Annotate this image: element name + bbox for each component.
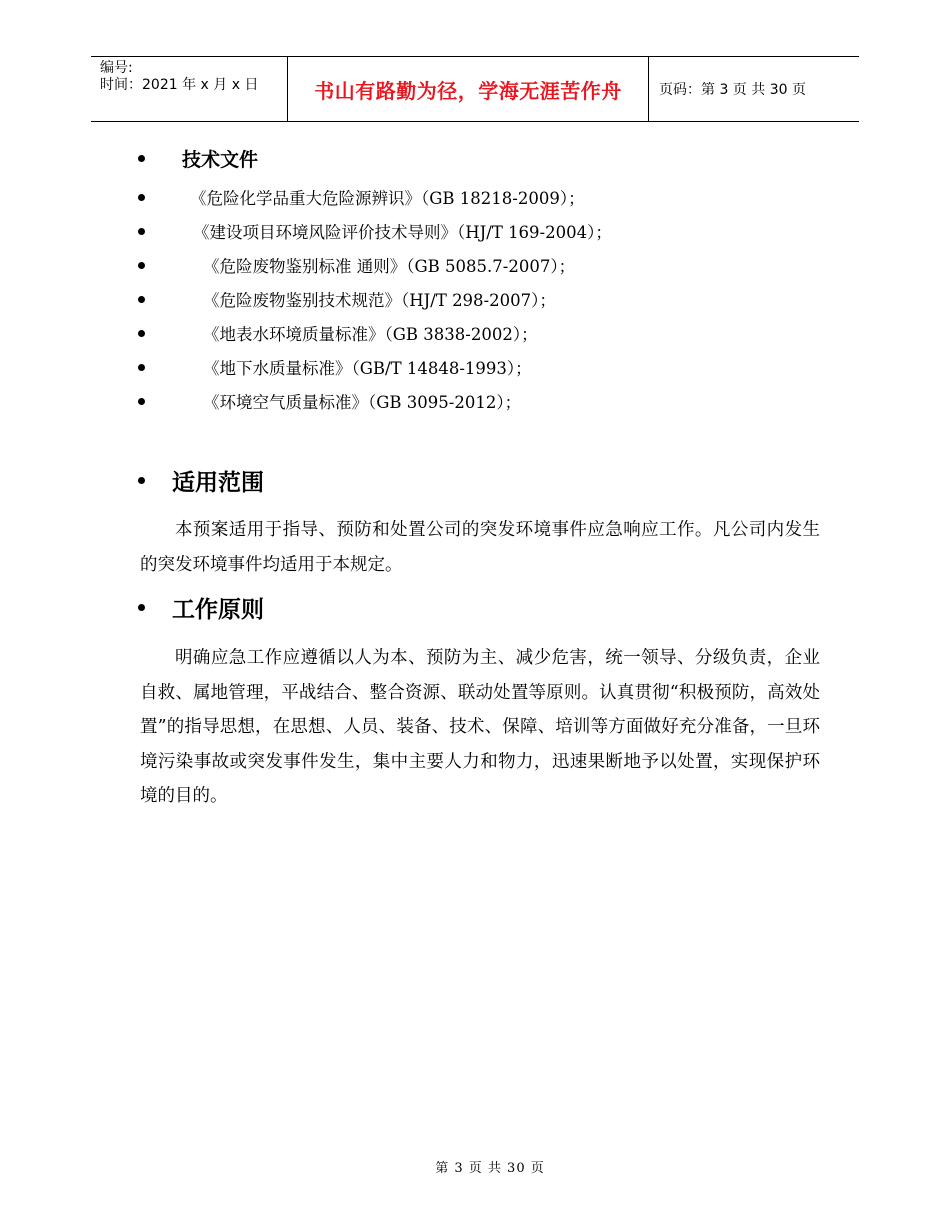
page-header (91, 56, 859, 122)
doc-code-label: 编号: (100, 60, 133, 76)
page-footer: 第 3 页 共 30 页 (435, 1161, 545, 1176)
principles-text: 明确应急工作应遵循以人为本、预防为主、减少危害，统一领导、分级负责，企业自救、属地管理，平战结合、整合资源、联动处置等原则。认真贯彻“积极预防，高效处置”的指导思想，在思想、人员、装备、技术、保障、培训等方面做好充分准备，一旦环境污染事故或突发事件发生，集中主要人力和物力，迅速果断地予以处置，实现保护环境的目的。 (140, 648, 820, 806)
list-item: 《环境空气质量标准》（GB 3095-2012）； (203, 393, 522, 412)
section-bullet (138, 477, 145, 484)
scope-text: 本预案适用于指导、预防和处置公司的突发环境事件应急响应工作。凡公司内发生的突发环境事件均适用于本规定。 (140, 520, 820, 575)
section-title-principles: 工作原则 (172, 597, 264, 623)
list-item: 《危险化学品重大危险源辨识》（GB 18218-2009）； (190, 189, 585, 208)
list-item: 《危险废物鉴别技术规范》（HJ/T 298-2007）； (203, 291, 556, 310)
section-bullet (138, 155, 145, 162)
principles-paragraph (140, 641, 820, 814)
list-bullet (138, 296, 145, 303)
header-info-cell (91, 57, 287, 121)
header-page-number: 页码：第 3 页 共 30 页 (659, 82, 806, 98)
list-bullet (138, 398, 145, 405)
list-item: 《地下水质量标准》（GB/T 14848-1993）； (203, 359, 532, 378)
list-item: 《地表水环境质量标准》（GB 3838-2002）； (203, 325, 538, 344)
header-motto: 书山有路勤为径，学海无涯苦作舟 (287, 57, 649, 121)
list-bullet (138, 228, 145, 235)
list-bullet (138, 262, 145, 269)
section-title-scope: 适用范围 (172, 470, 264, 496)
list-bullet (138, 364, 145, 371)
doc-time-label: 时间：2021 年 x 月 x 日 (100, 77, 259, 93)
scope-paragraph (140, 513, 820, 582)
section-title-tech-docs: 技术文件 (182, 149, 259, 171)
list-bullet (138, 194, 145, 201)
list-item: 《建设项目环境风险评价技术导则》（HJ/T 169-2004）； (193, 223, 612, 242)
list-bullet (138, 330, 145, 337)
section-bullet (138, 604, 145, 611)
list-item: 《危险废物鉴别标准 通则》（GB 5085.7-2007）； (203, 257, 576, 276)
